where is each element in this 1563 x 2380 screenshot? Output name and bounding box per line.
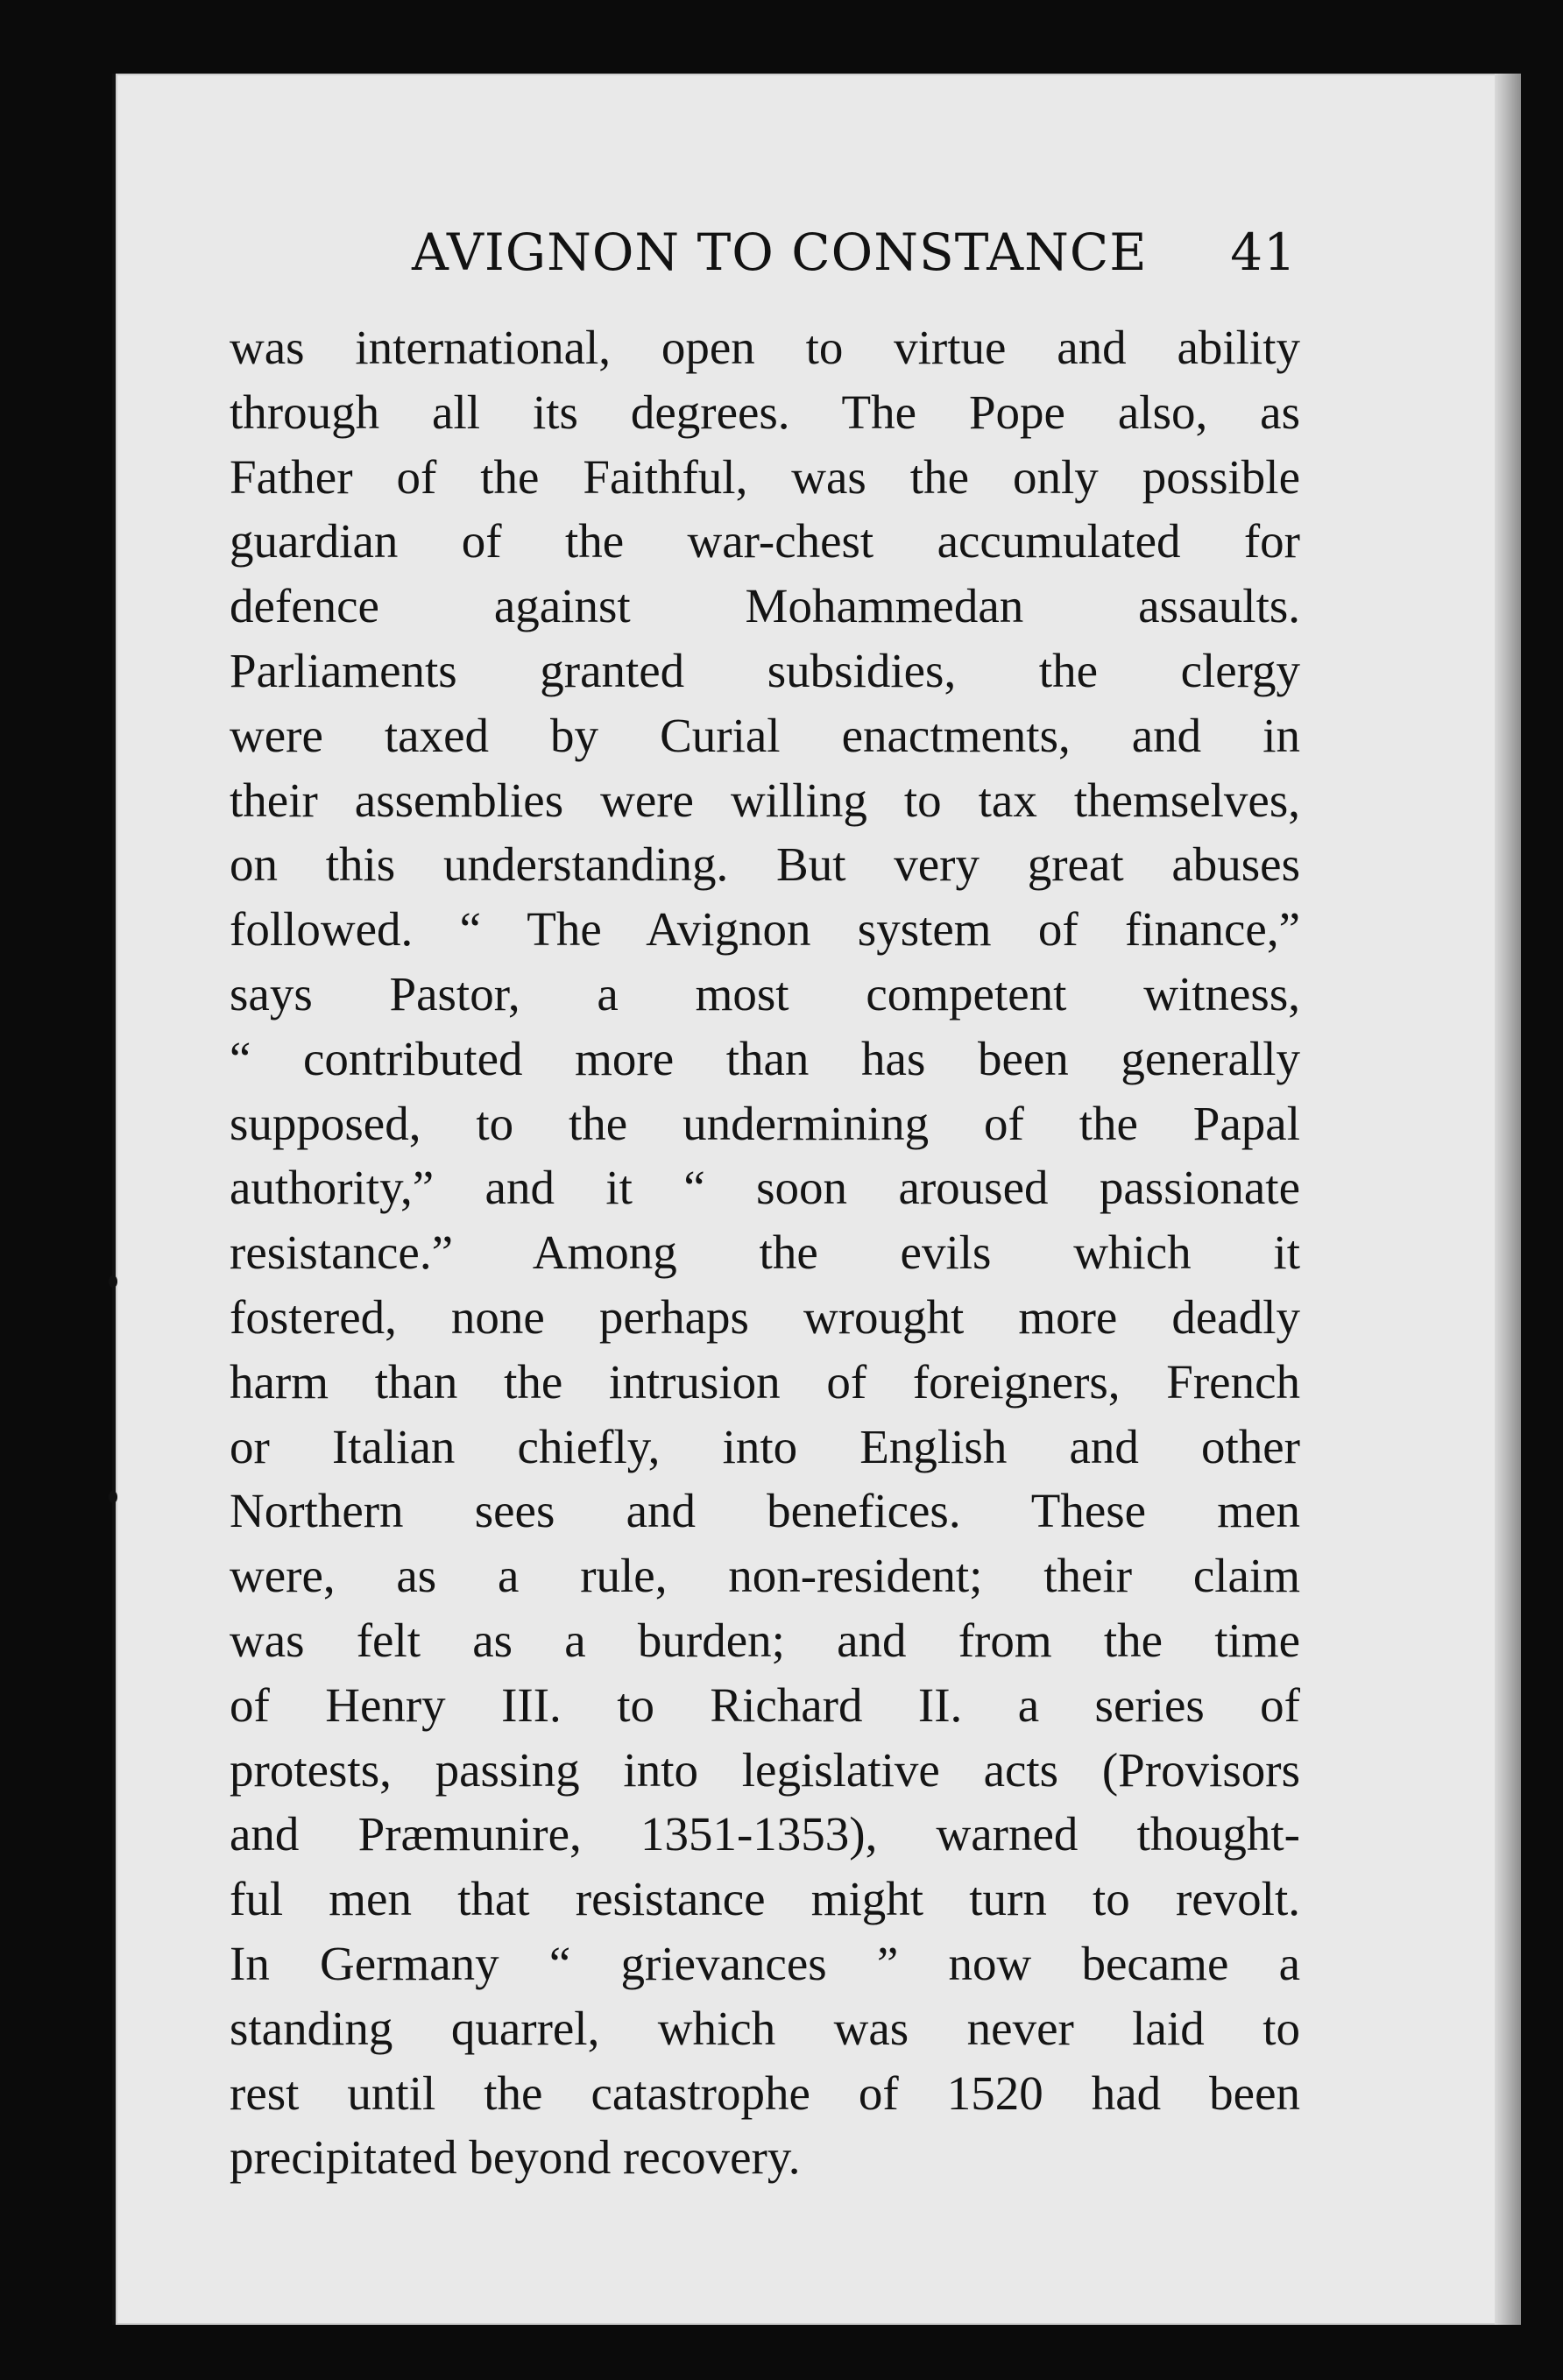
gutter-mark: [109, 1491, 117, 1503]
text-line: harm than the intrusion of foreigners, French: [230, 1354, 1300, 1409]
text-line: was international, open to virtue and ability: [230, 321, 1300, 374]
text-line: standing quarrel, which was never laid to: [230, 2001, 1300, 2055]
text-line: precipitated beyond recovery.: [230, 2130, 801, 2185]
text-line: through all its degrees. The Pope also, as: [230, 385, 1300, 439]
text-line: ful men that resistance might turn to revolt.: [230, 1872, 1300, 1926]
text-line: and Præmunire, 1351-1353), warned thought-: [230, 1807, 1300, 1861]
text-line: Northern sees and benefices. These men: [230, 1484, 1300, 1538]
page-right-edge: [1495, 74, 1521, 2325]
text-line: authority,” and it “ soon aroused passionate: [230, 1161, 1300, 1215]
text-line: were taxed by Curial enactments, and in: [230, 708, 1300, 762]
page-left-edge: [112, 74, 116, 2325]
text-line: says Pastor, a most competent witness,: [230, 966, 1300, 1021]
text-line: their assemblies were willing to tax themselves,: [230, 773, 1300, 827]
text-line: In Germany “ grievances ” now became a: [230, 1936, 1300, 1990]
text-line: were, as a rule, non-resident; their claim: [230, 1549, 1300, 1603]
text-line: followed. “ The Avignon system of finance,”: [230, 902, 1300, 957]
text-line: or Italian chiefly, into English and other: [230, 1419, 1300, 1473]
text-line: defence against Mohammedan assaults.: [230, 579, 1300, 633]
running-header: [412, 217, 1297, 287]
text-line: supposed, to the undermining of the Papal: [230, 1096, 1300, 1150]
text-line: rest until the catastrophe of 1520 had been: [230, 2066, 1300, 2120]
body-text: [230, 315, 1300, 2190]
text-line: fostered, none perhaps wrought more deadly: [230, 1289, 1300, 1344]
text-line: guardian of the war-chest accumulated for: [230, 514, 1300, 569]
text-line: Father of the Faithful, was the only possible: [230, 449, 1300, 504]
text-line: Parliaments granted subsidies, the clergy: [230, 643, 1300, 697]
text-line: was felt as a burden; and from the time: [230, 1613, 1300, 1667]
text-line: protests, passing into legislative acts (Provisors: [230, 1742, 1300, 1797]
text-line: resistance.” Among the evils which it: [230, 1225, 1300, 1280]
gutter-mark: [109, 1275, 117, 1288]
page-number: 41: [1230, 222, 1297, 282]
text-line: of Henry III. to Richard II. a series of: [230, 1677, 1300, 1732]
text-line: on this understanding. But very great abuses: [230, 837, 1300, 892]
running-title: AVIGNON TO CONSTANCE: [412, 222, 1148, 282]
text-line: “ contributed more than has been generally: [230, 1031, 1300, 1085]
